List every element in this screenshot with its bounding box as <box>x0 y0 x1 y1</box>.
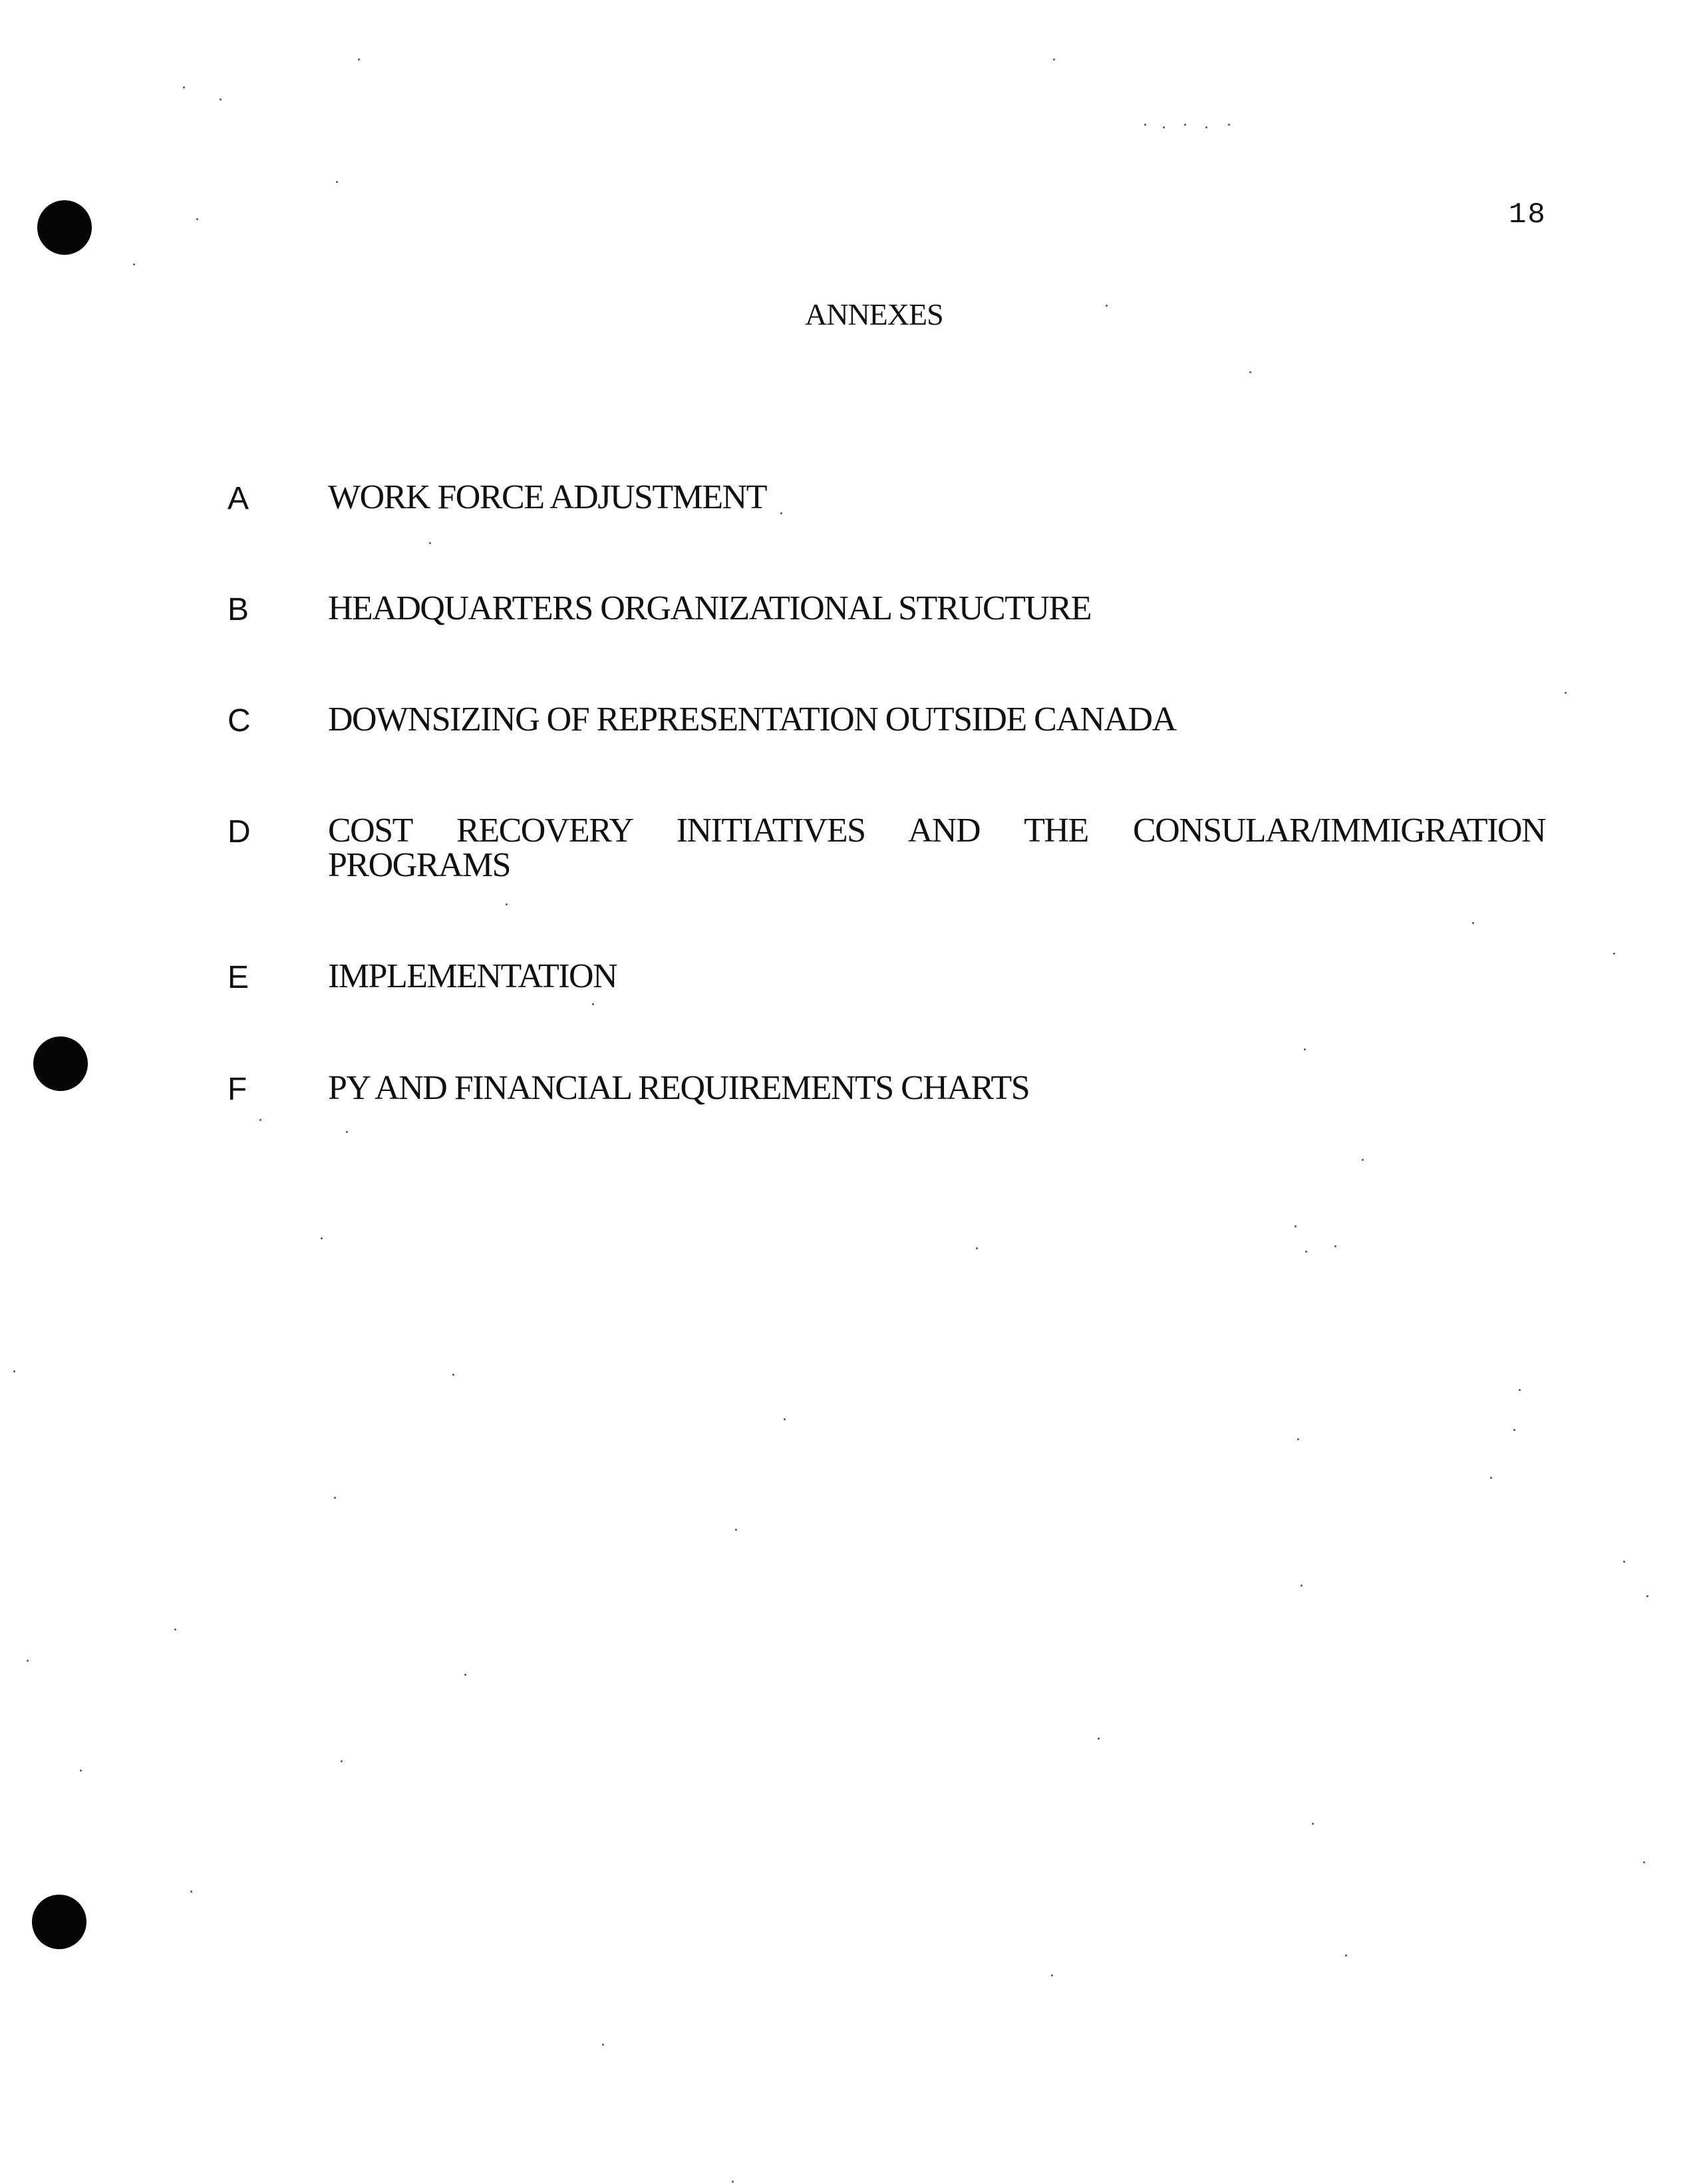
scan-speck <box>429 542 431 544</box>
scan-speck <box>1304 1048 1306 1050</box>
scan-speck <box>341 1760 343 1762</box>
page-title: ANNEXES <box>805 297 943 331</box>
scan-speck <box>1565 692 1567 694</box>
annex-list <box>220 0 1543 2184</box>
scan-speck <box>1312 1823 1314 1825</box>
scan-speck <box>602 2044 604 2046</box>
scan-speck <box>321 1237 323 1239</box>
annex-title: HEADQUARTERS ORGANIZATIONAL STRUCTURE <box>328 589 1091 627</box>
scan-speck <box>346 1131 348 1133</box>
annex-letter: E <box>228 960 249 995</box>
scan-speck <box>464 1674 466 1676</box>
annex-title: WORK FORCE ADJUSTMENT <box>328 478 766 516</box>
binder-punch-hole-bottom <box>32 1895 86 1949</box>
scan-speck <box>1623 1561 1625 1563</box>
scan-speck <box>1613 953 1615 955</box>
annex-title: PY AND FINANCIAL REQUIREMENTS CHARTS <box>328 1069 1030 1107</box>
scan-speck <box>80 1770 82 1772</box>
scan-speck <box>220 98 222 100</box>
scan-speck <box>780 512 782 514</box>
scan-speck <box>592 1003 594 1005</box>
scan-speck <box>1051 1974 1053 1976</box>
scan-speck <box>334 1497 336 1499</box>
scan-speck <box>1643 1861 1645 1863</box>
annex-title: DOWNSIZING OF REPRESENTATION OUTSIDE CANADA <box>328 701 1176 738</box>
scan-speck <box>1295 1225 1297 1227</box>
scan-speck <box>1490 1477 1492 1479</box>
scan-speck <box>1513 1429 1515 1431</box>
scan-speck <box>1184 124 1186 126</box>
annex-letter: C <box>228 703 251 738</box>
scan-speck <box>784 1418 786 1420</box>
annex-title: IMPLEMENTATION <box>328 957 617 995</box>
scan-speck <box>133 263 135 265</box>
annex-letter: A <box>228 481 249 516</box>
scan-speck <box>358 59 360 61</box>
scan-speck <box>1301 1585 1303 1587</box>
binder-punch-hole-middle <box>33 1036 88 1091</box>
scan-speck <box>183 86 185 88</box>
scan-speck <box>1053 59 1055 61</box>
scan-speck <box>1228 124 1230 126</box>
scan-speck <box>1519 1389 1521 1391</box>
annex-letter: D <box>228 814 251 850</box>
scan-speck <box>190 1891 192 1893</box>
annex-letter: B <box>228 592 249 627</box>
scan-speck <box>1144 124 1146 126</box>
scan-speck <box>13 1370 15 1372</box>
scan-speck <box>1098 1738 1100 1740</box>
scan-speck <box>1249 371 1251 373</box>
scan-speck <box>1297 1438 1299 1440</box>
scan-speck <box>506 903 508 905</box>
scan-speck <box>27 1660 29 1662</box>
scan-speck <box>976 1247 978 1249</box>
annex-title: COST RECOVERY INITIATIVES AND THE CONSULAR/IMMIGRATION PROGRAMS <box>328 812 1545 884</box>
annex-letter: F <box>228 1072 247 1107</box>
scan-speck <box>174 1629 176 1631</box>
page-number: 18 <box>1509 198 1547 232</box>
scan-speck <box>1362 1159 1364 1161</box>
scan-speck <box>336 181 338 183</box>
scan-speck <box>735 1529 737 1531</box>
scan-speck <box>1345 1954 1347 1956</box>
scan-speck <box>1163 126 1165 128</box>
scan-speck <box>452 1374 454 1376</box>
scan-speck <box>259 1119 261 1121</box>
binder-punch-hole-top <box>37 200 92 255</box>
scan-speck <box>1106 305 1108 307</box>
scan-speck <box>1205 126 1207 128</box>
scan-speck <box>1334 1245 1336 1247</box>
scan-speck <box>732 2181 734 2183</box>
scan-speck <box>1646 1595 1648 1597</box>
scan-speck <box>1472 922 1474 924</box>
scan-speck <box>196 218 198 220</box>
scan-speck <box>1305 1251 1307 1253</box>
